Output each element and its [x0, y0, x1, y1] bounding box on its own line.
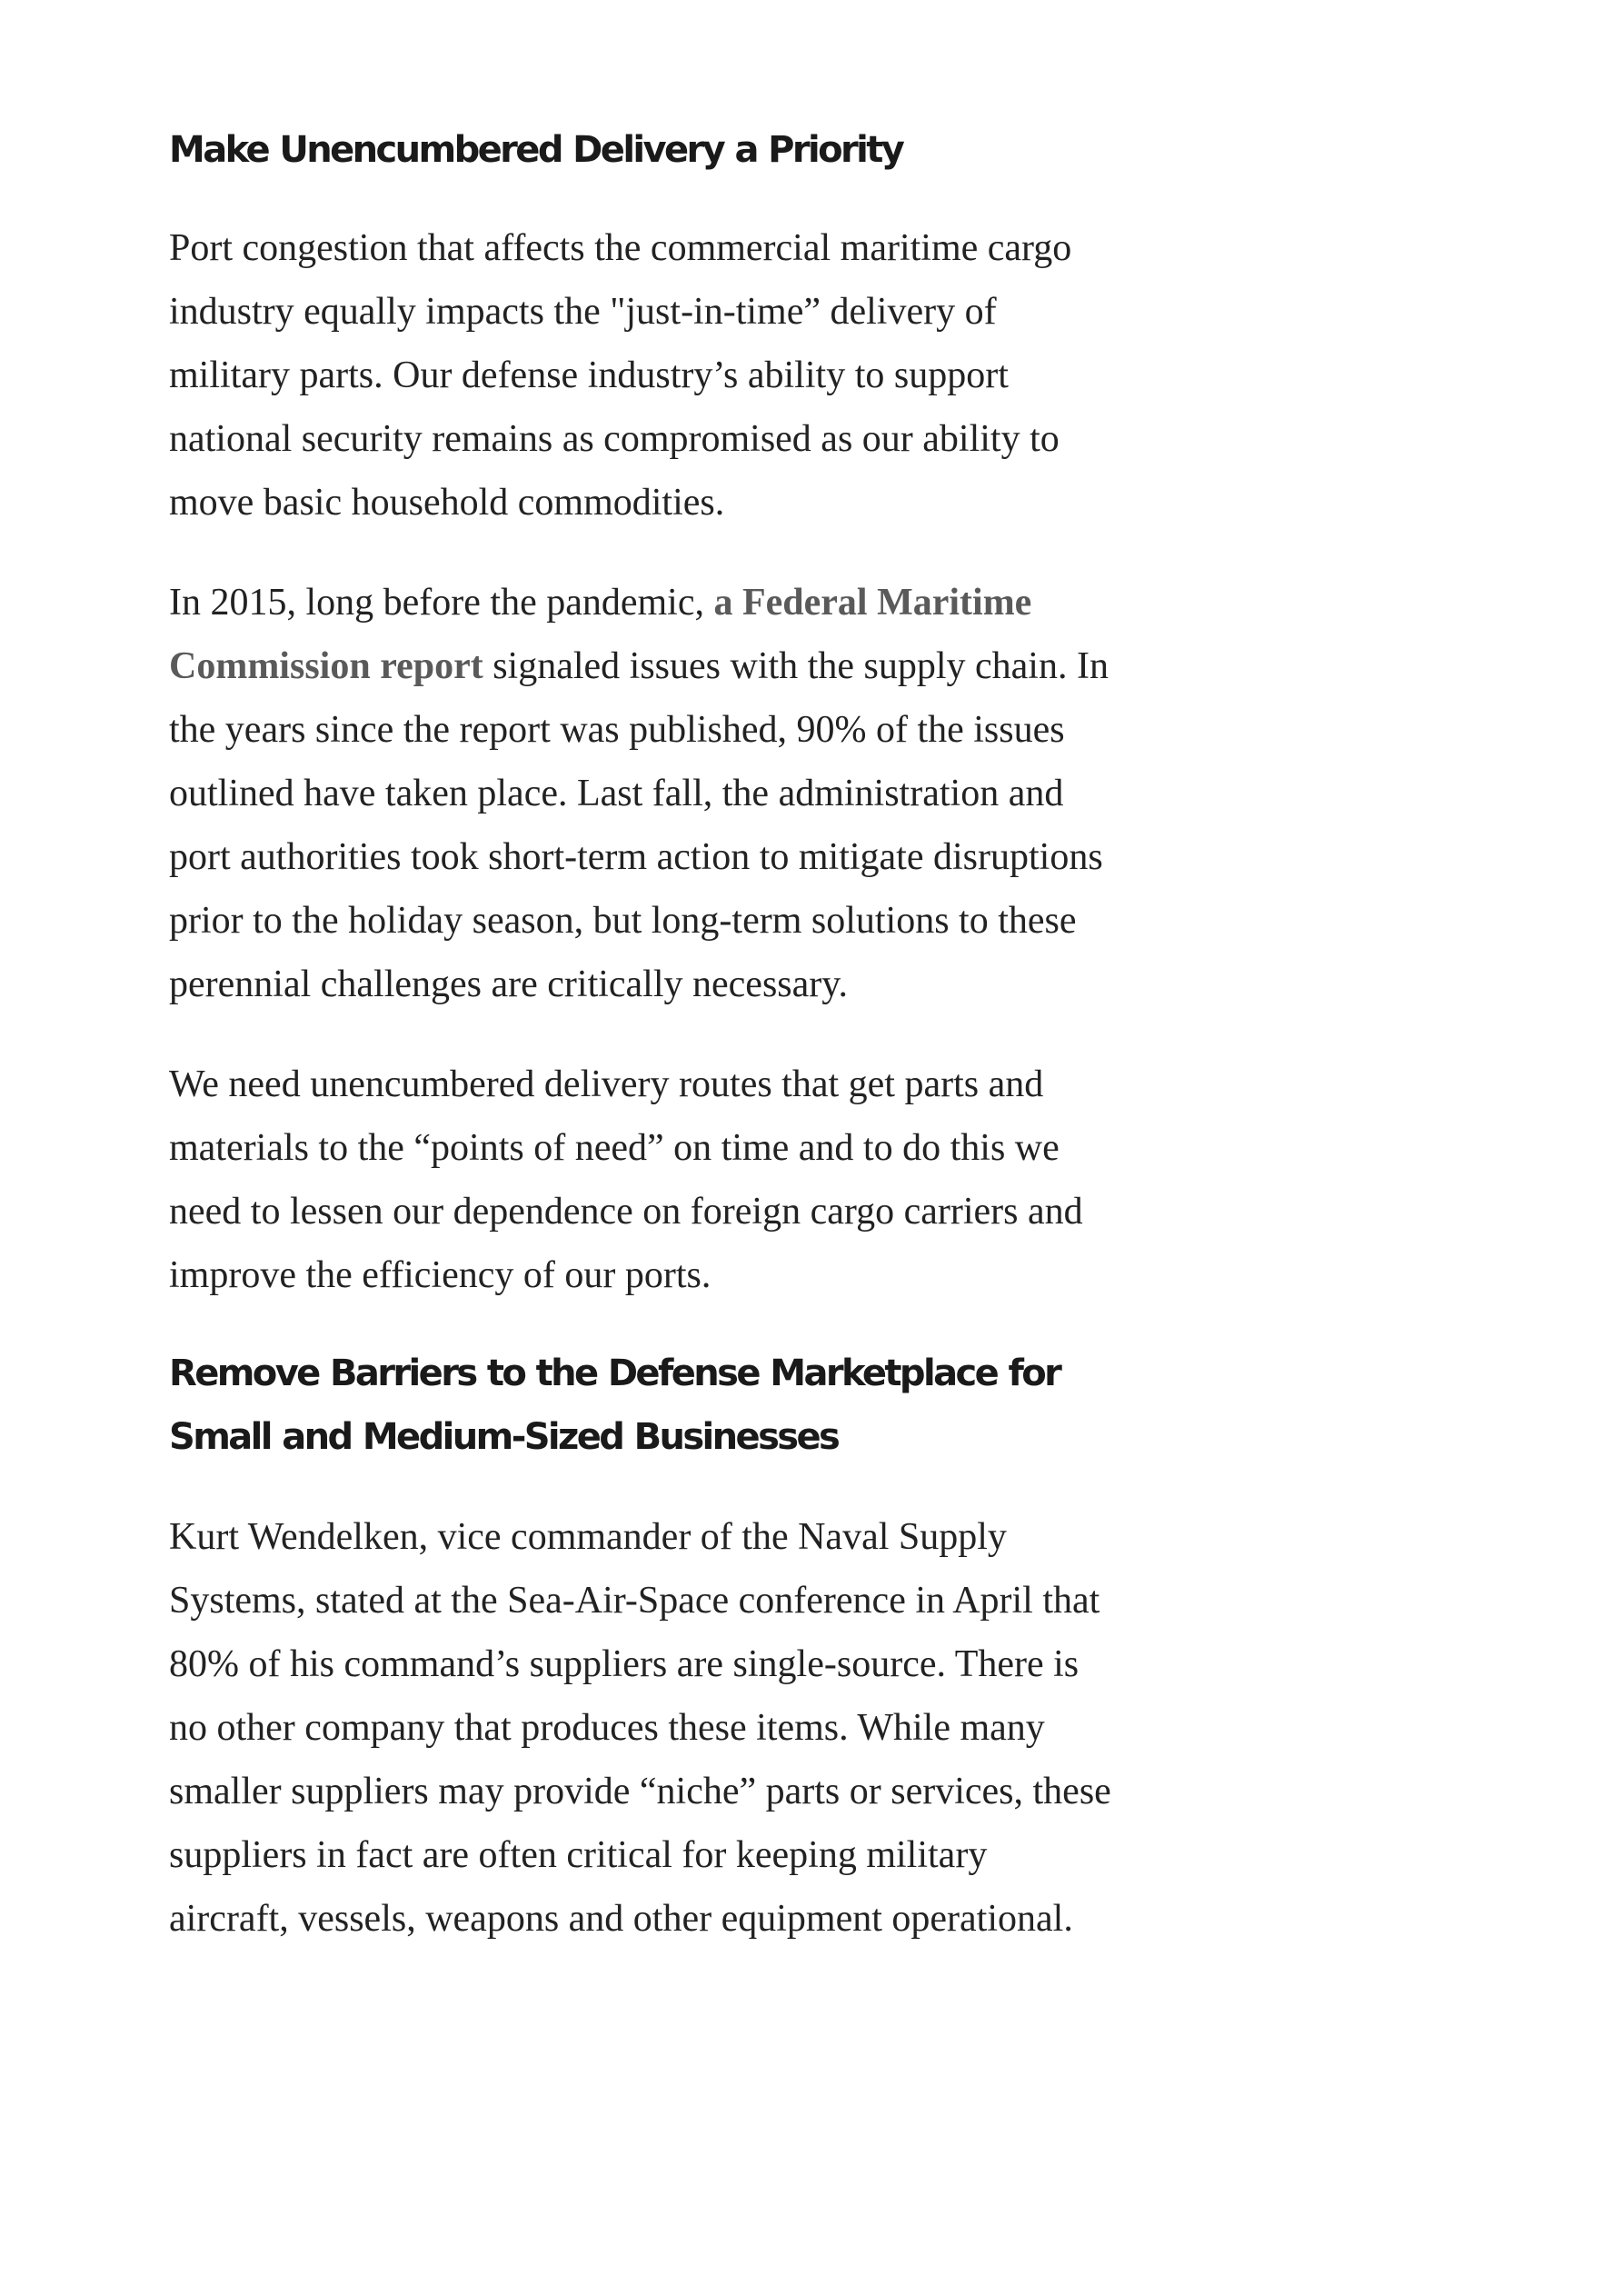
paragraph-delivery-routes: We need unencumbered delivery routes that get parts and materials to the “points of need” on time and to do this we need to lessen our dependence on foreign cargo carriers and improve the efficiency of our ports.: [169, 1063, 1083, 1296]
fmc-report-link[interactable]: a Federal Maritime Commission report: [169, 582, 1032, 687]
article-body: [169, 118, 1114, 1951]
paragraph-port-congestion: Port congestion that affects the commercial maritime cargo industry equally impacts the "just-in-time” delivery of military parts. Our defense industry’s ability to support national security remains as compromised as our ability to move basic household commodities.: [169, 227, 1072, 524]
section-heading-barriers: Remove Barriers to the Defense Marketplace for Small and Medium-Sized Businesses: [169, 1353, 1060, 1458]
section-heading-delivery: Make Unencumbered Delivery a Priority: [169, 129, 903, 171]
paragraph-text-before-link: In 2015, long before the pandemic,: [169, 582, 714, 624]
paragraph-text-after-link: signaled issues with the supply chain. In the years since the report was published, 90% of the issues outlined have taken place. Last fall, the administration and port authorities took short-term action to mitigate disruptions prior to the holiday season, but long-term solutions to these perennial challenges are critically necessary.: [169, 645, 1109, 1005]
paragraph-single-source-suppliers: Kurt Wendelken, vice commander of the Naval Supply Systems, stated at the Sea-Air-Space conference in April that 80% of his command’s suppliers are single-source. There is no other company that produces these items. While many smaller suppliers may provide “niche” parts or services, these suppliers in fact are often critical for keeping military aircraft, vessels, weapons and other equipment operational.: [169, 1516, 1111, 1940]
paragraph-fmc-report: [169, 571, 1114, 1016]
